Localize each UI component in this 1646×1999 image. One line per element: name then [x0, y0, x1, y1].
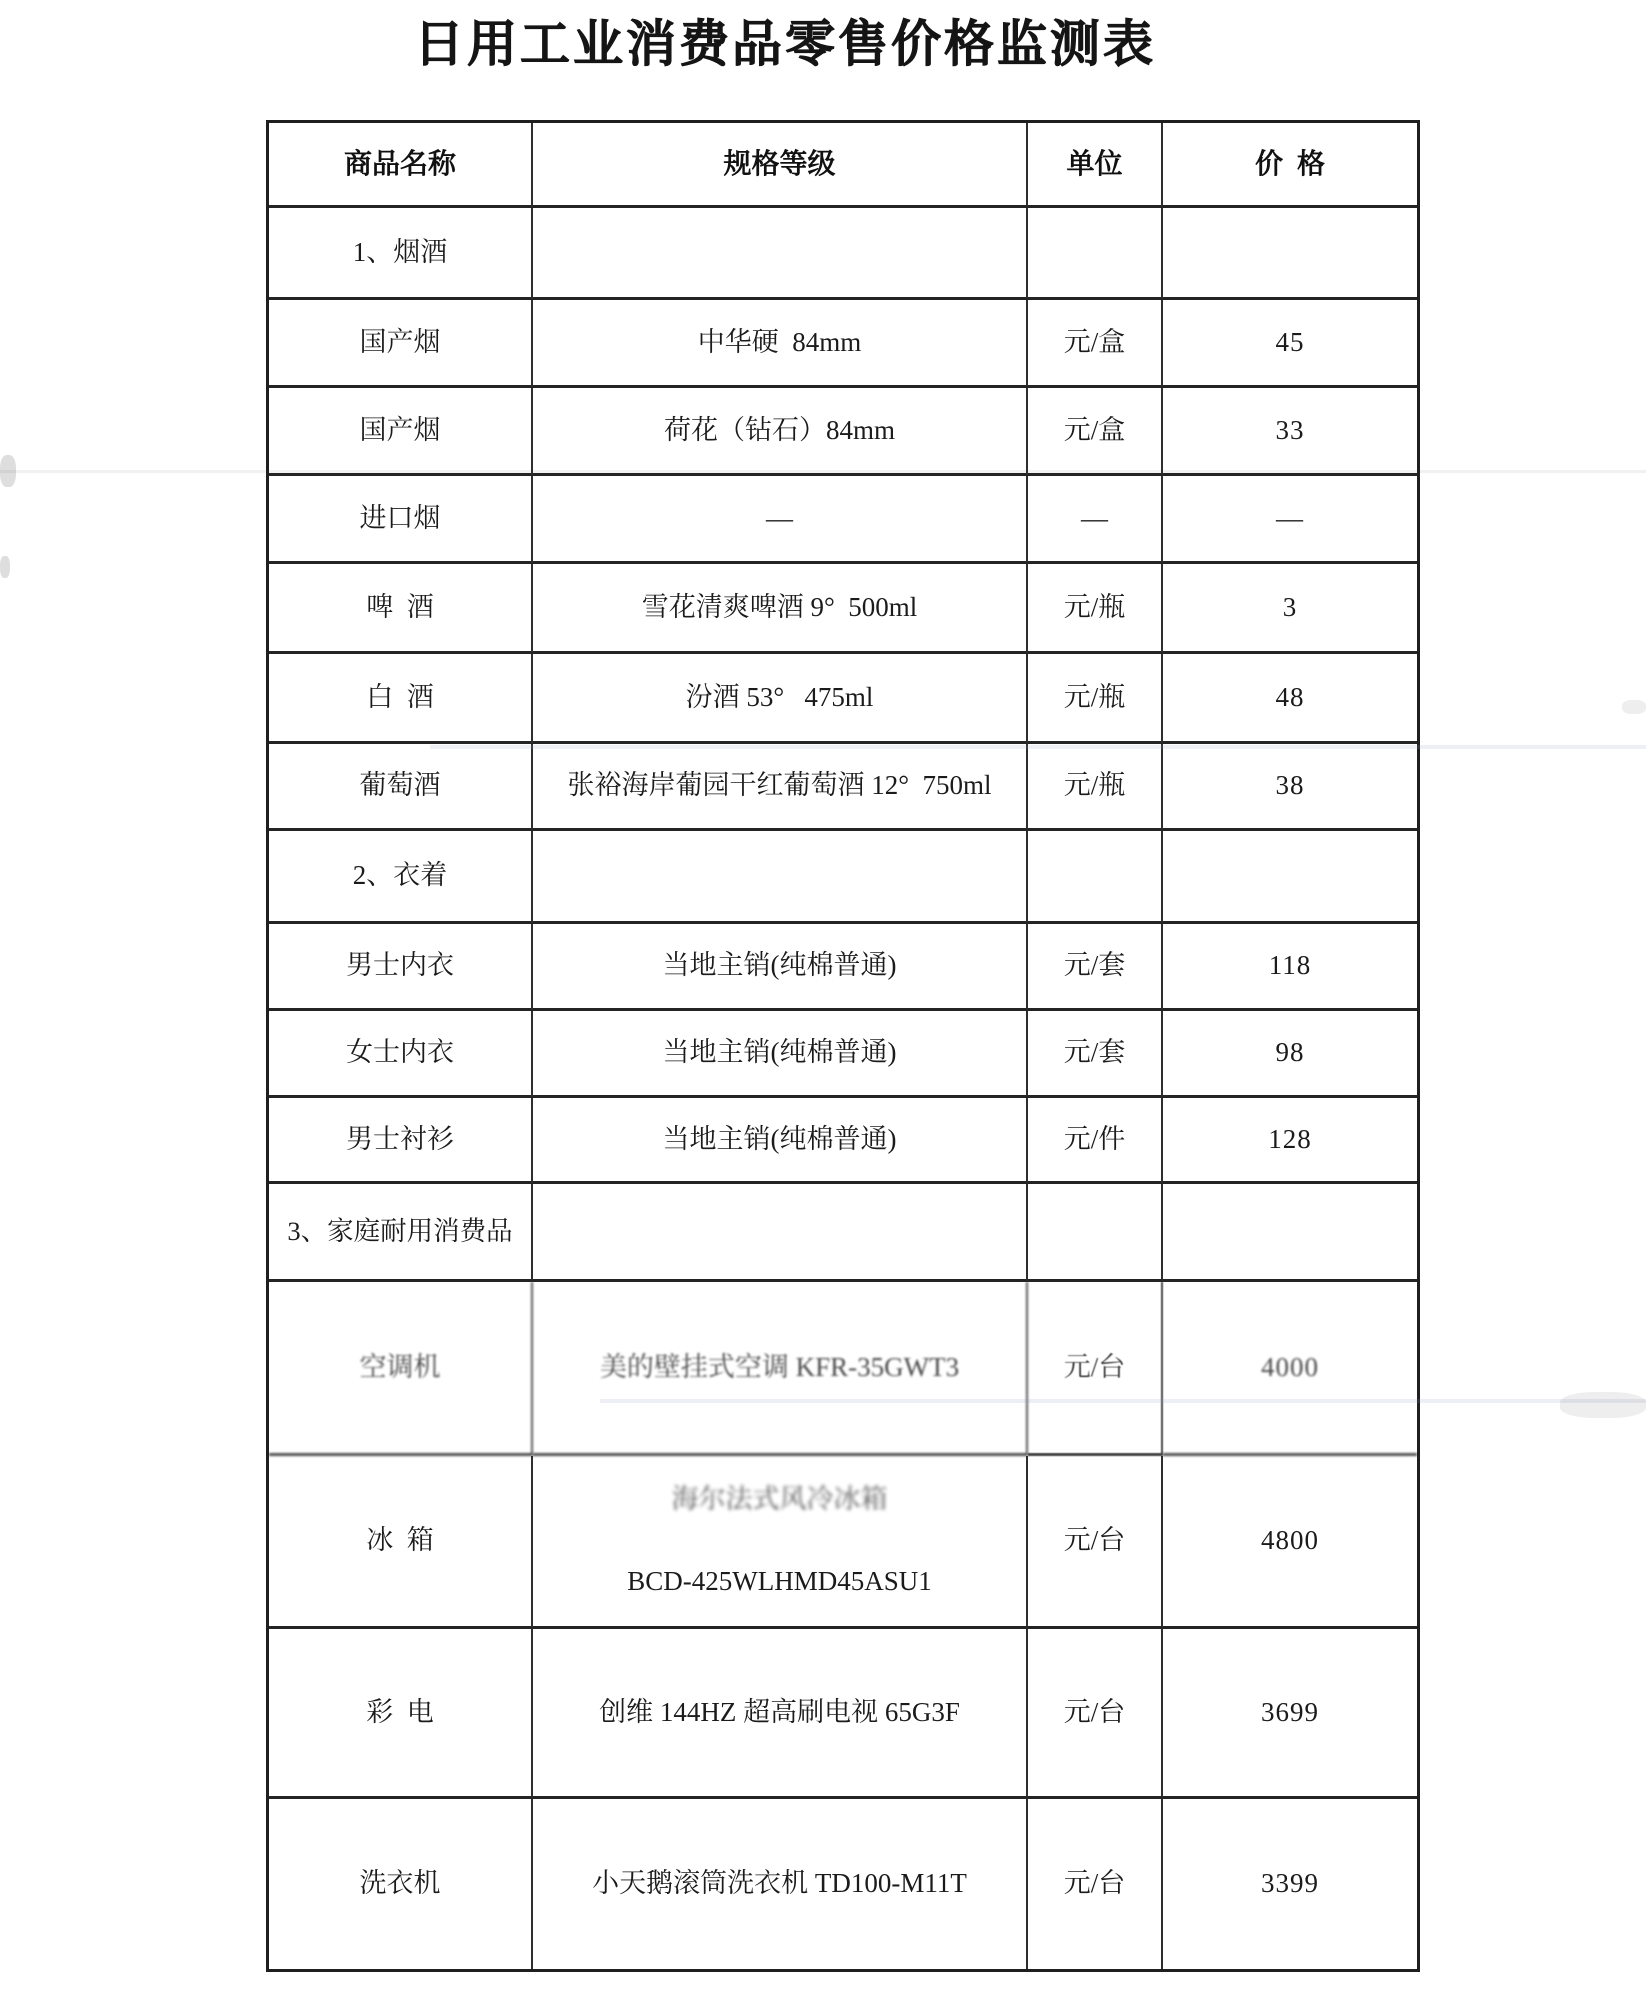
unit-cell: 元/台	[1028, 1629, 1163, 1799]
price-cell: 4000	[1163, 1282, 1417, 1456]
unit-cell: 元/台	[1028, 1799, 1163, 1969]
scan-smudge	[0, 556, 10, 578]
scan-smudge	[0, 455, 16, 487]
unit-cell: 元/盒	[1028, 388, 1163, 476]
spec-cell: 小天鹅滚筒洗衣机 TD100-M11T	[533, 1799, 1028, 1969]
scan-smudge	[1560, 1392, 1646, 1418]
section-title-cell: 2、衣着	[269, 831, 533, 924]
section-title-cell: 1、烟酒	[269, 208, 533, 300]
product-name-cell: 冰 箱	[269, 1456, 533, 1629]
price-cell: 98	[1163, 1011, 1417, 1098]
price-cell: 45	[1163, 300, 1417, 388]
spec-cell: 当地主销(纯棉普通)	[533, 1011, 1028, 1098]
spec-cell: 创维 144HZ 超高刷电视 65G3F	[533, 1629, 1028, 1799]
unit-cell: 元/瓶	[1028, 744, 1163, 831]
price-cell: 128	[1163, 1098, 1417, 1184]
unit-cell: 元/台	[1028, 1282, 1163, 1456]
spec-cell	[533, 1456, 1028, 1629]
spec-line-1: 海尔法式风冷冰箱	[671, 1484, 888, 1515]
unit-cell: 元/台	[1028, 1456, 1163, 1629]
product-name-cell: 男士内衣	[269, 924, 533, 1011]
empty-unit-cell	[1028, 208, 1163, 300]
product-name-cell: 男士衬衫	[269, 1098, 533, 1184]
spec-cell: 中华硬 84mm	[533, 300, 1028, 388]
price-cell: 33	[1163, 388, 1417, 476]
spec-cell: 当地主销(纯棉普通)	[533, 924, 1028, 1011]
unit-cell: 元/瓶	[1028, 654, 1163, 744]
product-name-cell: 空调机	[269, 1282, 533, 1456]
spec-cell: 张裕海岸葡园干红葡萄酒 12° 750ml	[533, 744, 1028, 831]
product-name-cell: 啤 酒	[269, 564, 533, 654]
empty-unit-cell	[1028, 1184, 1163, 1282]
empty-price-cell	[1163, 831, 1417, 924]
header-spec: 规格等级	[533, 123, 1028, 208]
product-name-cell: 女士内衣	[269, 1011, 533, 1098]
price-cell: 4800	[1163, 1456, 1417, 1629]
product-name-cell: 彩 电	[269, 1629, 533, 1799]
price-cell: —	[1163, 476, 1417, 564]
product-name-cell: 白 酒	[269, 654, 533, 744]
unit-cell: 元/套	[1028, 924, 1163, 1011]
empty-price-cell	[1163, 208, 1417, 300]
product-name-cell: 国产烟	[269, 388, 533, 476]
page-title: 日用工业消费品零售价格监测表	[414, 16, 1156, 72]
header-unit: 单位	[1028, 123, 1163, 208]
unit-cell: 元/瓶	[1028, 564, 1163, 654]
spec-line-2: BCD-425WLHMD45ASU1	[627, 1566, 932, 1596]
product-name-cell: 国产烟	[269, 300, 533, 388]
spec-cell: 美的壁挂式空调 KFR-35GWT3	[533, 1282, 1028, 1456]
spec-cell: —	[533, 476, 1028, 564]
unit-cell: 元/件	[1028, 1098, 1163, 1184]
product-name-cell: 葡萄酒	[269, 744, 533, 831]
price-cell: 38	[1163, 744, 1417, 831]
spec-cell: 汾酒 53° 475ml	[533, 654, 1028, 744]
price-cell: 48	[1163, 654, 1417, 744]
price-cell: 3699	[1163, 1629, 1417, 1799]
price-cell: 3399	[1261, 1868, 1319, 1899]
price-cell: 3	[1163, 564, 1417, 654]
unit-cell: 元/套	[1028, 1011, 1163, 1098]
price-table	[266, 120, 1420, 1972]
empty-price-cell	[1163, 1184, 1417, 1282]
empty-unit-cell	[1028, 831, 1163, 924]
price-cell: 118	[1163, 924, 1417, 1011]
spec-cell: 当地主销(纯棉普通)	[533, 1098, 1028, 1184]
unit-cell: —	[1028, 476, 1163, 564]
unit-cell: 元/盒	[1028, 300, 1163, 388]
empty-spec-cell	[533, 831, 1028, 924]
empty-spec-cell	[533, 208, 1028, 300]
spec-cell: 雪花清爽啤酒 9° 500ml	[533, 564, 1028, 654]
product-name-cell: 洗衣机	[269, 1799, 533, 1969]
spec-cell: 荷花（钻石）84mm	[533, 388, 1028, 476]
section-title-cell: 3、家庭耐用消费品	[269, 1184, 533, 1282]
empty-spec-cell	[533, 1184, 1028, 1282]
header-product-name: 商品名称	[269, 123, 533, 208]
scan-smudge	[1622, 700, 1646, 714]
header-price: 价 格	[1163, 123, 1417, 208]
product-name-cell: 进口烟	[269, 476, 533, 564]
